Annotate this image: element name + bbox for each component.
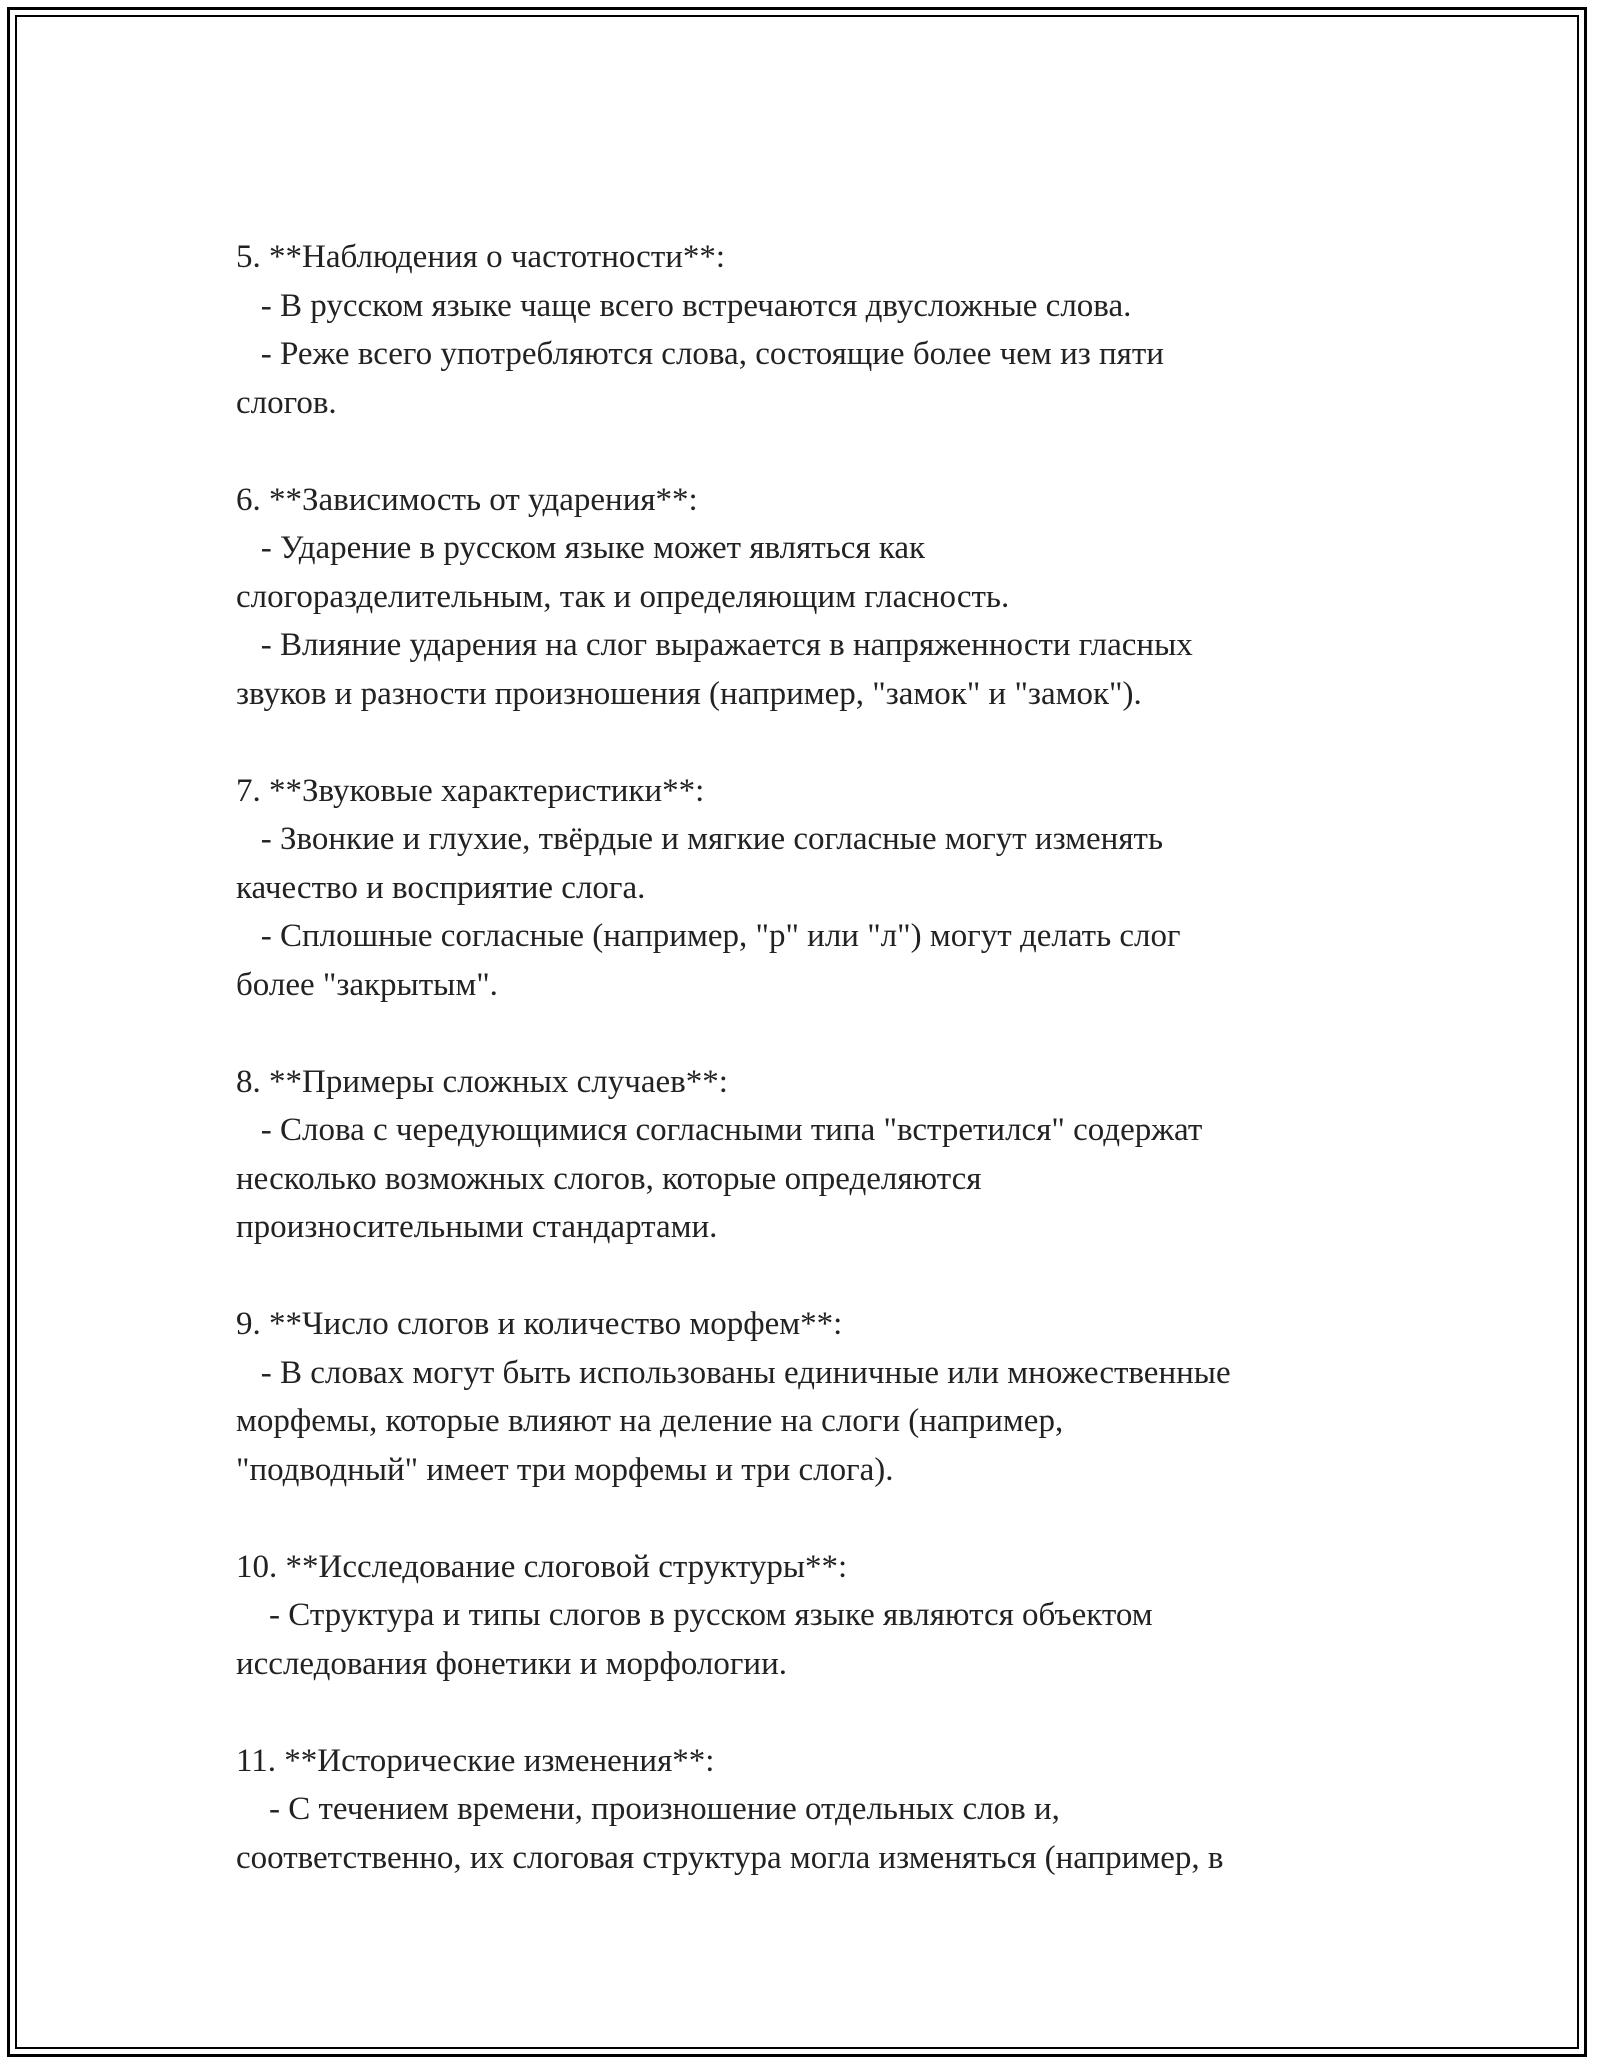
text-line: - В словах могут быть использованы единичные или множественные <box>236 1354 1231 1391</box>
section-5-frequency <box>236 233 1366 427</box>
paragraph-gap <box>236 1688 1366 1737</box>
text-line: "подводный" имеет три морфемы и три слога). <box>236 1451 894 1488</box>
text-line: - Ударение в русском языке может являться как <box>236 530 926 566</box>
text-line: слогов. <box>236 384 337 421</box>
text-line: соответственно, их слоговая структура могла изменяться (например, в <box>236 1839 1224 1876</box>
text-line: более "закрытым". <box>236 966 498 1003</box>
text-line: несколько возможных слогов, которые определяются <box>236 1160 982 1197</box>
section-11-historical <box>236 1737 1366 1883</box>
text-line: - С течением времени, произношение отдельных слов и, <box>236 1791 1060 1827</box>
section-heading: 11. **Исторические изменения**: <box>236 1742 715 1779</box>
section-heading: 8. **Примеры сложных случаев**: <box>236 1063 728 1100</box>
section-10-structure <box>236 1543 1366 1689</box>
section-7-sound <box>236 767 1366 1010</box>
text-line: слогоразделительным, так и определяющим гласность. <box>236 578 1010 615</box>
text-line: звуков и разности произношения (например, "замок" и "замок"). <box>236 675 1142 712</box>
text-line: морфемы, которые влияют на деление на слоги (например, <box>236 1403 1064 1439</box>
section-8-complex-cases <box>236 1058 1366 1252</box>
section-heading: 10. **Исследование слоговой структуры**: <box>236 1548 848 1585</box>
section-heading: 7. **Звуковые характеристики**: <box>236 772 705 809</box>
section-6-stress <box>236 476 1366 719</box>
text-line: - Сплошные согласные (например, "р" или "л") могут делать слог <box>236 918 1181 954</box>
paragraph-gap <box>236 718 1366 767</box>
text-line: произносительными стандартами. <box>236 1209 718 1245</box>
section-9-morphemes <box>236 1300 1366 1494</box>
section-heading: 6. **Зависимость от ударения**: <box>236 481 698 518</box>
section-heading: 9. **Число слогов и количество морфем**: <box>236 1306 843 1342</box>
text-line: качество и восприятие слога. <box>236 869 646 906</box>
text-line: исследования фонетики и морфологии. <box>236 1645 787 1682</box>
text-line: - Слова с чередующимися согласными типа "встретился" содержат <box>236 1112 1203 1148</box>
text-line: - Реже всего употребляются слова, состоящие более чем из пяти <box>236 336 1164 372</box>
text-line: - В русском языке чаще всего встречаются двусложные слова. <box>236 287 1132 324</box>
text-line: - Структура и типы слогов в русском языке являются объектом <box>236 1597 1153 1633</box>
text-line: - Звонкие и глухие, твёрдые и мягкие согласные могут изменять <box>236 821 1163 857</box>
paragraph-gap <box>236 1009 1366 1058</box>
section-heading: 5. **Наблюдения о частотности**: <box>236 239 726 275</box>
document-body <box>236 233 1366 1882</box>
paragraph-gap <box>236 1252 1366 1301</box>
paragraph-gap <box>236 1494 1366 1543</box>
paragraph-gap <box>236 427 1366 476</box>
text-line: - Влияние ударения на слог выражается в напряженности гласных <box>236 627 1193 663</box>
